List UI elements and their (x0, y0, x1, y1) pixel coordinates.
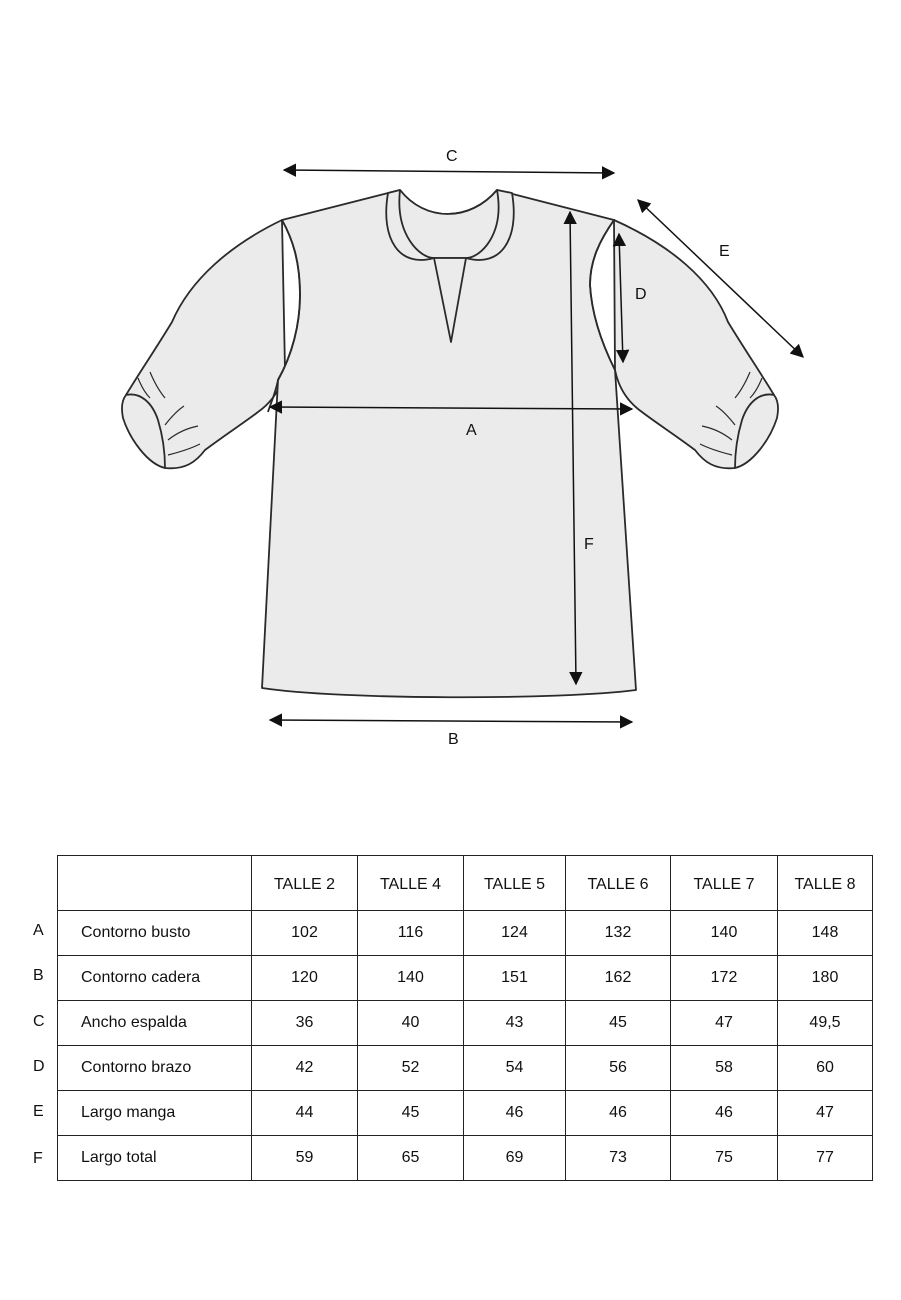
header-size: TALLE 5 (464, 856, 566, 911)
table-row (58, 1001, 873, 1046)
measure-value: 116 (358, 911, 464, 956)
measure-value: 151 (464, 956, 566, 1001)
table-row (58, 956, 873, 1001)
measure-value: 172 (671, 956, 778, 1001)
measure-value: 148 (778, 911, 873, 956)
measure-value: 58 (671, 1046, 778, 1091)
measure-value: 56 (566, 1046, 671, 1091)
row-letter-b: B (33, 967, 44, 984)
measure-value: 59 (252, 1136, 358, 1181)
measure-value: 45 (358, 1091, 464, 1136)
measure-value: 102 (252, 911, 358, 956)
header-blank-cell (58, 856, 252, 911)
measure-name: Largo manga (58, 1091, 252, 1136)
measure-value: 162 (566, 956, 671, 1001)
row-letter-f: F (33, 1150, 43, 1167)
measure-value: 46 (671, 1091, 778, 1136)
label-e: E (719, 243, 730, 260)
label-b: B (448, 731, 459, 748)
label-d: D (635, 286, 647, 303)
measure-value: 73 (566, 1136, 671, 1181)
measure-value: 60 (778, 1046, 873, 1091)
measure-value: 120 (252, 956, 358, 1001)
measure-name: Contorno brazo (58, 1046, 252, 1091)
header-size: TALLE 2 (252, 856, 358, 911)
label-c: C (446, 148, 458, 165)
table-header-row (58, 856, 873, 911)
table-row (58, 911, 873, 956)
measure-value: 42 (252, 1046, 358, 1091)
table-row (58, 1136, 873, 1181)
measure-value: 43 (464, 1001, 566, 1046)
header-size: TALLE 6 (566, 856, 671, 911)
label-a: A (466, 422, 477, 439)
measure-name: Largo total (58, 1136, 252, 1181)
measure-value: 46 (566, 1091, 671, 1136)
measure-value: 52 (358, 1046, 464, 1091)
measure-value: 49,5 (778, 1001, 873, 1046)
measure-value: 132 (566, 911, 671, 956)
neck-band (386, 190, 514, 260)
header-size: TALLE 7 (671, 856, 778, 911)
measure-value: 40 (358, 1001, 464, 1046)
arrow-c (284, 170, 614, 173)
measure-name: Contorno busto (58, 911, 252, 956)
measure-value: 45 (566, 1001, 671, 1046)
row-letter-e: E (33, 1103, 44, 1120)
header-size: TALLE 4 (358, 856, 464, 911)
table-row (58, 1046, 873, 1091)
arrow-b (270, 720, 632, 722)
measure-value: 46 (464, 1091, 566, 1136)
measure-value: 180 (778, 956, 873, 1001)
measure-value: 47 (778, 1091, 873, 1136)
measure-value: 75 (671, 1136, 778, 1181)
measure-value: 69 (464, 1136, 566, 1181)
measure-value: 77 (778, 1136, 873, 1181)
measure-value: 47 (671, 1001, 778, 1046)
measure-value: 140 (358, 956, 464, 1001)
row-letter-a: A (33, 922, 44, 939)
size-table (57, 855, 873, 1181)
measure-value: 36 (252, 1001, 358, 1046)
measure-value: 54 (464, 1046, 566, 1091)
measure-value: 124 (464, 911, 566, 956)
shirt-drawing (122, 190, 778, 697)
measure-name: Contorno cadera (58, 956, 252, 1001)
measure-value: 65 (358, 1136, 464, 1181)
measure-value: 44 (252, 1091, 358, 1136)
measure-name: Ancho espalda (58, 1001, 252, 1046)
row-letter-d: D (33, 1058, 45, 1075)
label-f: F (584, 536, 594, 553)
header-size: TALLE 8 (778, 856, 873, 911)
table-row (58, 1091, 873, 1136)
row-letter-c: C (33, 1013, 45, 1030)
measure-value: 140 (671, 911, 778, 956)
